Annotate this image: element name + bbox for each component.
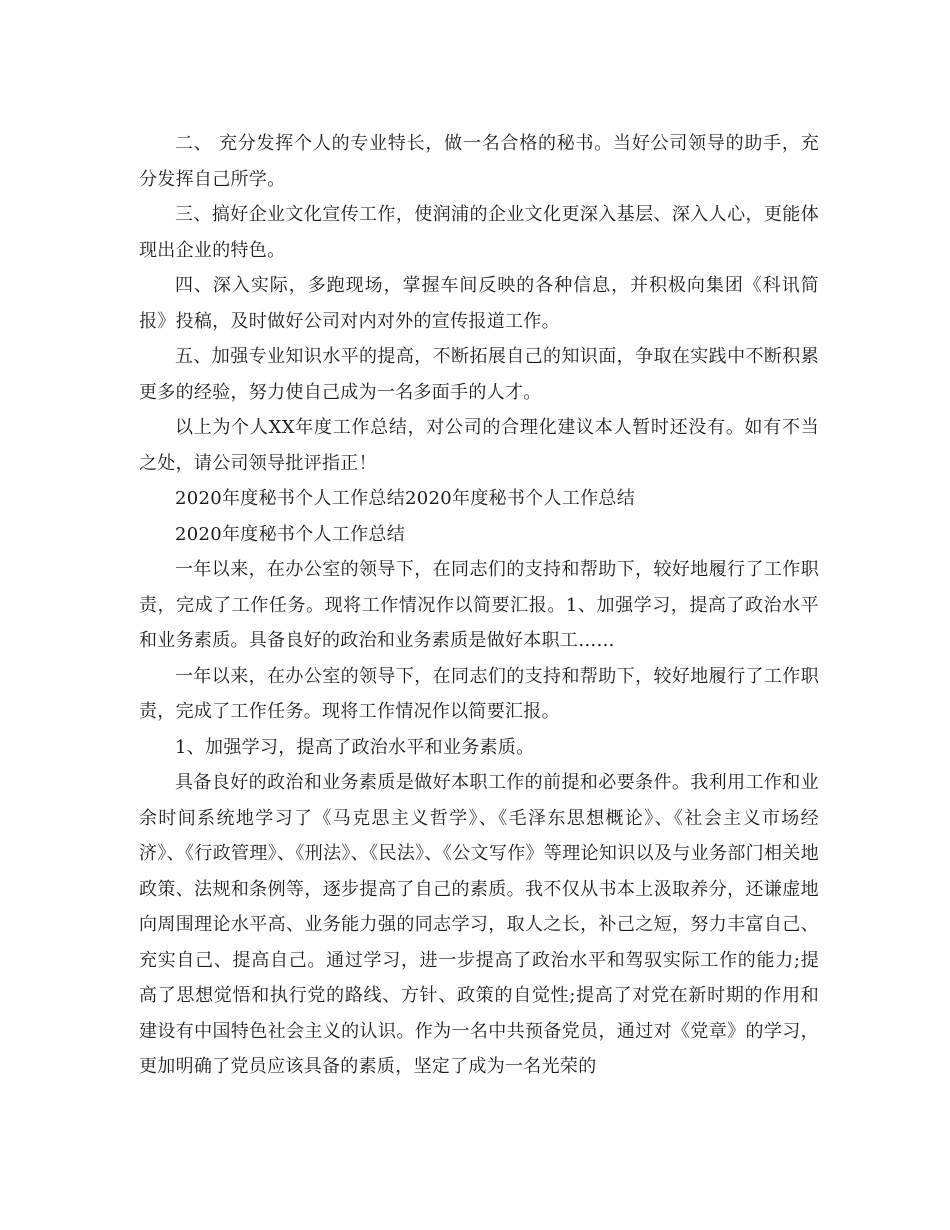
document-page — [139, 126, 819, 1085]
intro-paragraph: 一年以来，在办公室的领导下，在同志们的支持和帮助下，较好地履行了工作职责，完成了工作任务。现将工作情况作以简要汇报。 — [139, 665, 819, 722]
closing-paragraph: 以上为个人XX年度工作总结，对公司的合理化建议本人暂时还没有。如有不当之处，请公司领导批评指正！ — [139, 417, 819, 474]
section-heading-1: 1、加强学习，提高了政治水平和业务素质。 — [175, 736, 535, 758]
paragraph-item-2: 二、 充分发挥个人的专业特长，做一名合格的秘书。当好公司领导的助手，充分发挥自己所学。 — [139, 133, 819, 190]
body-paragraph: 具备良好的政治和业务素质是做好本职工作的前提和必要条件。我利用工作和业余时间系统地学习了《马克思主义哲学》、《毛泽东思想概论》、《社会主义市场经济》、《行政管理》、《刑法》、《民法》、《公文写作》等理论知识以及与业务部门相关地政策、法规和条例等，逐步提高了自己的素质。我不仅从书本上汲取养分，还谦虚地向周围理论水平高、业务能力强的同志学习，取人之长，补己之短，努力丰富自己、充实自己、提高自己。通过学习，进一步提高了政治水平和驾驭实际工作的能力;提高了思想觉悟和执行党的路线、方针、政策的自觉性;提高了对党在新时期的作用和建设有中国特色社会主义的认识。作为一名中共预备党员，通过对《党章》的学习，更加明确了党员应该具备的素质，坚定了成为一名光荣的 — [139, 772, 819, 1077]
summary-excerpt: 一年以来，在办公室的领导下，在同志们的支持和帮助下，较好地履行了工作职责，完成了工作任务。现将工作情况作以简要汇报。1、加强学习，提高了政治水平和业务素质。具备良好的政治和业务素质是做好本职工…… — [139, 559, 819, 651]
paragraph-item-3: 三、搞好企业文化宣传工作，使润浦的企业文化更深入基层、深入人心，更能体现出企业的特色。 — [139, 204, 819, 261]
paragraph-item-4: 四、深入实际，多跑现场，掌握车间反映的各种信息，并积极向集团《科讯简报》投稿，及时做好公司对内对外的宣传报道工作。 — [139, 275, 819, 332]
doc-title: 2020年度秘书个人工作总结 — [175, 523, 406, 545]
paragraph-item-5: 五、加强专业知识水平的提高，不断拓展自己的知识面，争取在实践中不断积累更多的经验，努力使自己成为一名多面手的人才。 — [139, 346, 819, 403]
doc-title-repeated: 2020年度秘书个人工作总结2020年度秘书个人工作总结 — [175, 488, 636, 509]
